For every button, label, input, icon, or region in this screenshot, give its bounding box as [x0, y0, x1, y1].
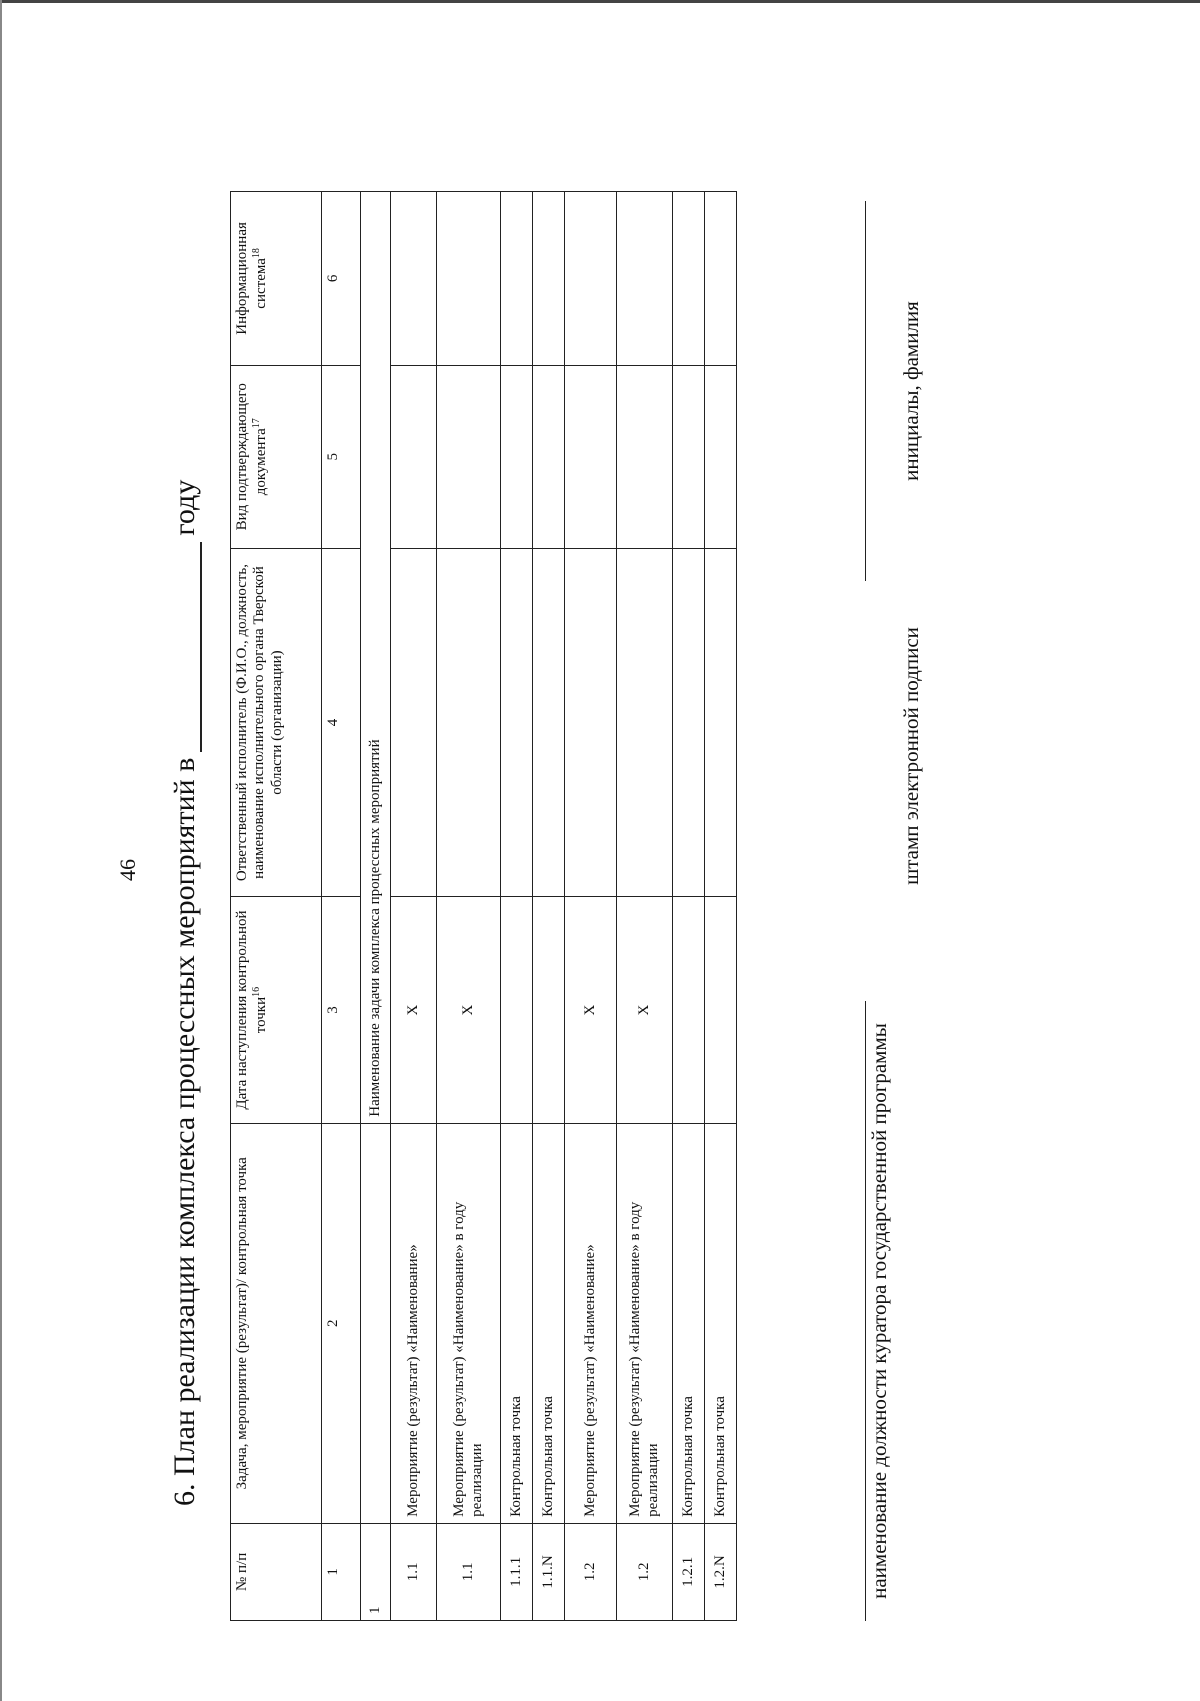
header-number: № п/п [231, 1523, 322, 1620]
row-name: Контрольная точка [533, 1123, 565, 1523]
row-number: 1.1 [437, 1523, 501, 1620]
row-info-system [565, 192, 617, 366]
title-suffix: году [168, 479, 201, 536]
row-date: X [617, 897, 673, 1123]
row-number: 1.1 [391, 1523, 437, 1620]
table-row [391, 192, 437, 1621]
initials-label: инициалы, фамилия [899, 301, 923, 481]
header-document: Вид подтверждающего документа$^{17}$ [231, 365, 322, 548]
row-name: Мероприятие (результат) «Наименование» [391, 1123, 437, 1523]
table-row [501, 192, 533, 1621]
row-document [533, 365, 565, 548]
table-row [533, 192, 565, 1621]
curator-position-label: наименование должности куратора государственной программы [867, 1023, 891, 1599]
row-number: 1.2 [617, 1523, 673, 1620]
row-info-system [533, 192, 565, 366]
row-date [705, 897, 737, 1123]
row-date: X [565, 897, 617, 1123]
row-name: Контрольная точка [673, 1123, 705, 1523]
table-row [437, 192, 501, 1621]
index-cell: 2 [322, 1123, 361, 1523]
row-name: Контрольная точка [501, 1123, 533, 1523]
row-date [673, 897, 705, 1123]
header-date: Дата наступления контрольной точки$^{16}$ [231, 897, 322, 1123]
page-number: 46 [115, 859, 140, 881]
row-info-system [437, 192, 501, 366]
table-header-row [231, 192, 322, 1621]
row-number: 1.2.N [705, 1523, 737, 1620]
index-cell: 6 [322, 192, 361, 366]
row-document [617, 365, 673, 548]
process-activities-plan-table [230, 191, 737, 1621]
title-prefix: 6. План реализации комплекса процессных мероприятий в [168, 757, 201, 1506]
row-number: 1.1.1 [501, 1523, 533, 1620]
row-responsible [565, 548, 617, 897]
table-row [617, 192, 673, 1621]
row-document [437, 365, 501, 548]
row-info-system [673, 192, 705, 366]
index-cell: 5 [322, 365, 361, 548]
index-cell: 4 [322, 548, 361, 897]
row-info-system [501, 192, 533, 366]
row-responsible [705, 548, 737, 897]
row-date [533, 897, 565, 1123]
row-responsible [501, 548, 533, 897]
row-responsible [617, 548, 673, 897]
column-index-row [322, 192, 361, 1621]
row-document [705, 365, 737, 548]
row-responsible [673, 548, 705, 897]
row-responsible [533, 548, 565, 897]
row-number: 1.2.1 [673, 1523, 705, 1620]
initials-signature-line [865, 201, 866, 581]
section-empty-cell [361, 1123, 391, 1523]
index-cell: 1 [322, 1523, 361, 1620]
curator-signature-line [865, 1001, 866, 1621]
table-row [565, 192, 617, 1621]
row-date [501, 897, 533, 1123]
header-responsible: Ответственный исполнитель (Ф.И.О., должность, наименование исполнительного органа Тверской области (организации) [231, 548, 322, 897]
section-task-name: Наименование задачи комплекса процессных мероприятий [361, 192, 391, 1124]
header-info-system: Информационная система$^{18}$ [231, 192, 322, 366]
section-number: 1 [361, 1523, 391, 1620]
header-task: Задача, мероприятие (результат)/ контрольная точка [231, 1123, 322, 1523]
year-blank-field[interactable] [176, 542, 202, 752]
row-number: 1.2 [565, 1523, 617, 1620]
row-responsible [391, 548, 437, 897]
table-row [705, 192, 737, 1621]
row-name: Контрольная точка [705, 1123, 737, 1523]
row-name: Мероприятие (результат) «Наименование» в году реализации [437, 1123, 501, 1523]
row-number: 1.1.N [533, 1523, 565, 1620]
row-date: X [437, 897, 501, 1123]
row-responsible [437, 548, 501, 897]
index-cell: 3 [322, 897, 361, 1123]
row-info-system [705, 192, 737, 366]
section-task-row [361, 192, 391, 1621]
row-name: Мероприятие (результат) «Наименование» в году реализации [617, 1123, 673, 1523]
document-title [168, 480, 202, 1506]
row-name: Мероприятие (результат) «Наименование» [565, 1123, 617, 1523]
row-document [391, 365, 437, 548]
stamp-label: штамп электронной подписи [899, 627, 923, 885]
row-document [501, 365, 533, 548]
row-info-system [391, 192, 437, 366]
row-info-system [617, 192, 673, 366]
table-row [673, 192, 705, 1621]
row-document [565, 365, 617, 548]
row-date: X [391, 897, 437, 1123]
row-document [673, 365, 705, 548]
